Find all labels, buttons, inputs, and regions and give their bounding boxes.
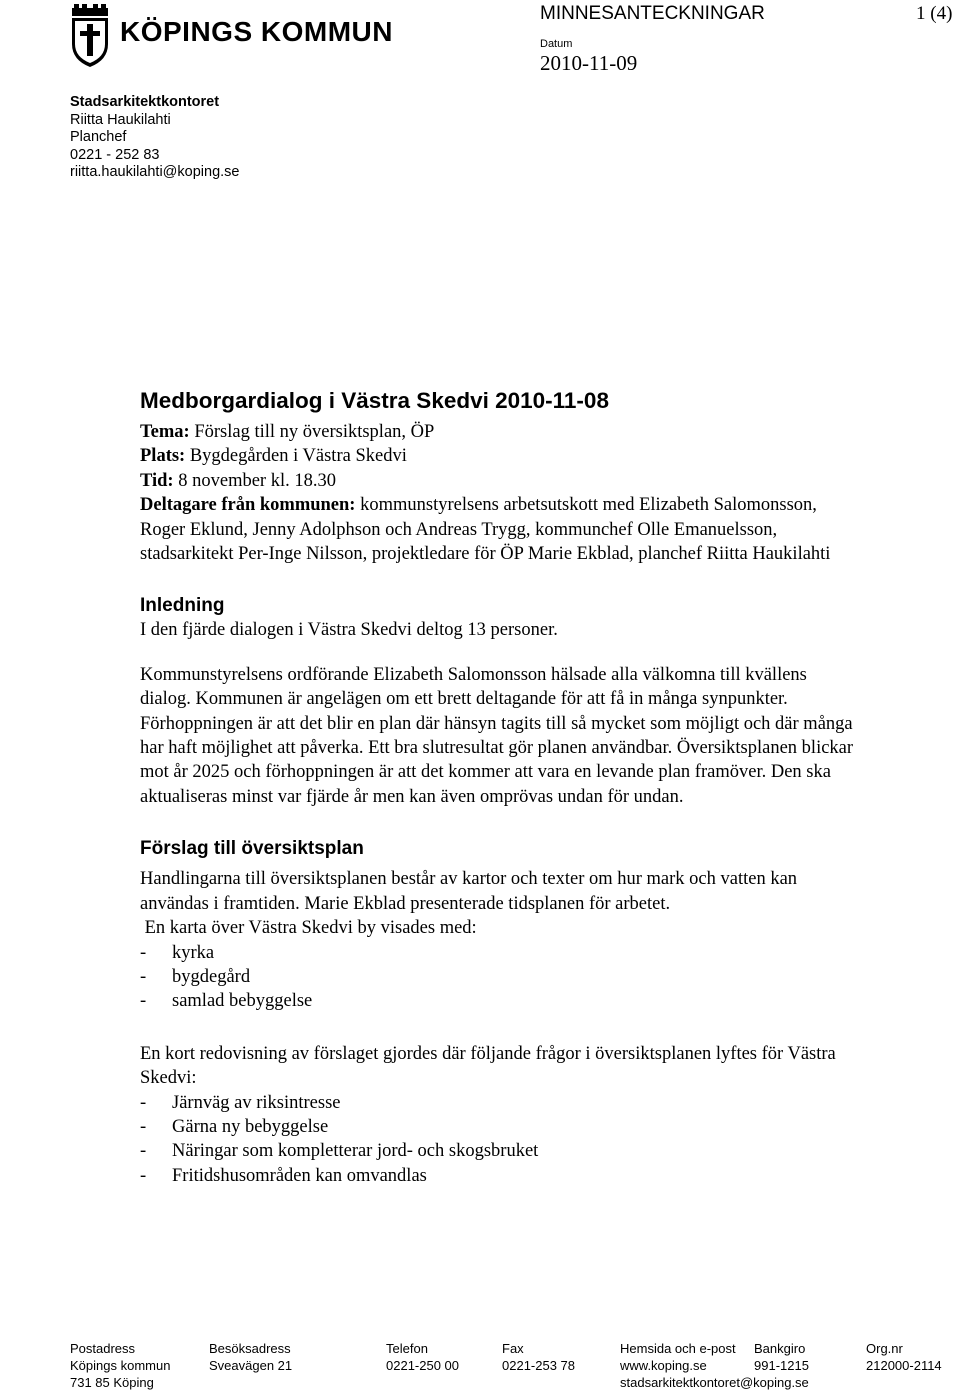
- document-date: 2010-11-09: [540, 51, 638, 75]
- footer-label: Postadress: [70, 1341, 136, 1356]
- plats-value: Bygdegården i Västra Skedvi: [189, 446, 407, 467]
- footer-value: 731 85 Köping: [70, 1375, 154, 1390]
- deltagare-label: Deltagare från kommunen:: [140, 495, 356, 516]
- tema-label: Tema:: [140, 422, 190, 442]
- tema-value: Förslag till ny översiktsplan, ÖP: [194, 422, 435, 442]
- forslag-paragraph-1: Handlingarna till översiktsplanen består av kartor och texter om hur mark och vatten kan användas i framtiden. Marie Ekblad presenterade tidsplanen för arbetet.: [140, 869, 798, 914]
- footer-value: Sveavägen 21: [209, 1358, 293, 1373]
- tid-label: Tid:: [140, 470, 174, 491]
- email-link[interactable]: stadsarkitektkontoret@koping.se: [620, 1375, 809, 1390]
- questions-list: [140, 1091, 860, 1189]
- footer-label: Bankgiro: [754, 1341, 806, 1356]
- list-item: - Järnväg av riksintresse: [140, 1091, 860, 1115]
- footer-label: Org.nr: [866, 1341, 903, 1356]
- document-type: MINNESANTECKNINGAR: [540, 3, 765, 24]
- list-item: - Näringar som kompletterar jord- och skogsbruket: [140, 1139, 860, 1163]
- footer-postadress: [70, 1340, 170, 1391]
- forslag-paragraph-3: En kort redovisning av förslaget gjordes där följande frågor i översiktsplanen lyftes för Västra Skedvi:: [140, 1043, 836, 1089]
- logo-text: KÖPINGS KOMMUN: [120, 16, 393, 47]
- sender-name: Riitta Haukilahti: [70, 111, 171, 128]
- footer-label: Hemsida och e-post: [620, 1341, 736, 1356]
- inledning-paragraph-1: I den fjärde dialogen i Västra Skedvi deltog 13 personer.: [140, 620, 558, 641]
- deltagare-paragraph: [140, 493, 860, 566]
- footer-telefon: [386, 1340, 459, 1374]
- list-item: - Gärna ny bebyggelse: [140, 1115, 860, 1139]
- map-items-list: [140, 941, 860, 1014]
- footer-besoksadress: [209, 1340, 292, 1374]
- footer-value: 0221-253 78: [502, 1358, 576, 1373]
- footer-value: 0221-250 00: [386, 1358, 460, 1373]
- list-item: - kyrka: [140, 941, 860, 965]
- deltagare-value: kommunstyrelsens arbetsutskott med Elizabeth Salomonsson, Roger Eklund, Jenny Adolphson och Andreas Trygg, kommunchef Olle Emanuelsson, stadsarkitekt Per-Inge Nilsson, projektledare för ÖP Marie Ekblad, planchef Riitta Haukilahti: [140, 495, 831, 565]
- list-item: - bygdegård: [140, 965, 860, 989]
- tid-line: [140, 469, 860, 493]
- main-content: [140, 386, 860, 1188]
- footer: [70, 1340, 950, 1388]
- sender-phone: 0221 - 252 83: [70, 146, 160, 163]
- footer-orgnr: [866, 1340, 942, 1374]
- list-item: - Fritidshusområden kan omvandlas: [140, 1164, 860, 1188]
- sender-block: [70, 94, 239, 182]
- footer-label: Fax: [502, 1341, 524, 1356]
- footer-label: Besöksadress: [209, 1341, 291, 1356]
- coat-of-arms-icon: [70, 4, 110, 68]
- forslag-heading: Förslag till översiktsplan: [140, 838, 364, 860]
- footer-value: 991-1215: [754, 1358, 809, 1373]
- list-item: - samlad bebyggelse: [140, 989, 860, 1013]
- footer-value: Köpings kommun: [70, 1358, 171, 1373]
- inledning-paragraph-2: Kommunstyrelsens ordförande Elizabeth Salomonsson hälsade alla välkomna till kvällens dialog. Kommunen är angelägen om ett brett deltagande för att få in många synpunkter. Förhoppningen är att det blir en plan där hänsyn tagits till så mycket som möjligt och där många har haft möjlighet att påverka. Ett bra slutresultat gör planen användbar. Översiktsplanen blickar mot år 2025 och förhoppningen är att det kommer att vara en levande plan framöver. Den ska aktualiseras minst var fjärde år men kan även omprövas undan för undan.: [140, 664, 854, 807]
- plats-line: [140, 444, 860, 468]
- footer-bankgiro: [754, 1340, 809, 1374]
- sender-office: Stadsarkitektkontoret: [70, 94, 220, 110]
- sender-email: riitta.haukilahti@koping.se: [70, 164, 240, 180]
- date-label: Datum: [540, 38, 573, 50]
- footer-value: 212000-2114: [866, 1358, 942, 1373]
- inledning-heading: Inledning: [140, 595, 225, 617]
- tid-value: 8 november kl. 18.30: [178, 470, 336, 491]
- forslag-paragraph-2: En karta över Västra Skedvi by visades med:: [140, 918, 477, 939]
- footer-fax: [502, 1340, 575, 1374]
- municipality-logo: [70, 4, 393, 68]
- sender-title: Planchef: [70, 129, 127, 145]
- page-number: 1 (4): [916, 3, 953, 24]
- tema-line: [140, 420, 860, 444]
- plats-label: Plats:: [140, 446, 186, 467]
- website-link[interactable]: www.koping.se: [620, 1358, 707, 1373]
- document-title: Medborgardialog i Västra Skedvi 2010-11-08: [140, 388, 609, 413]
- footer-label: Telefon: [386, 1341, 428, 1356]
